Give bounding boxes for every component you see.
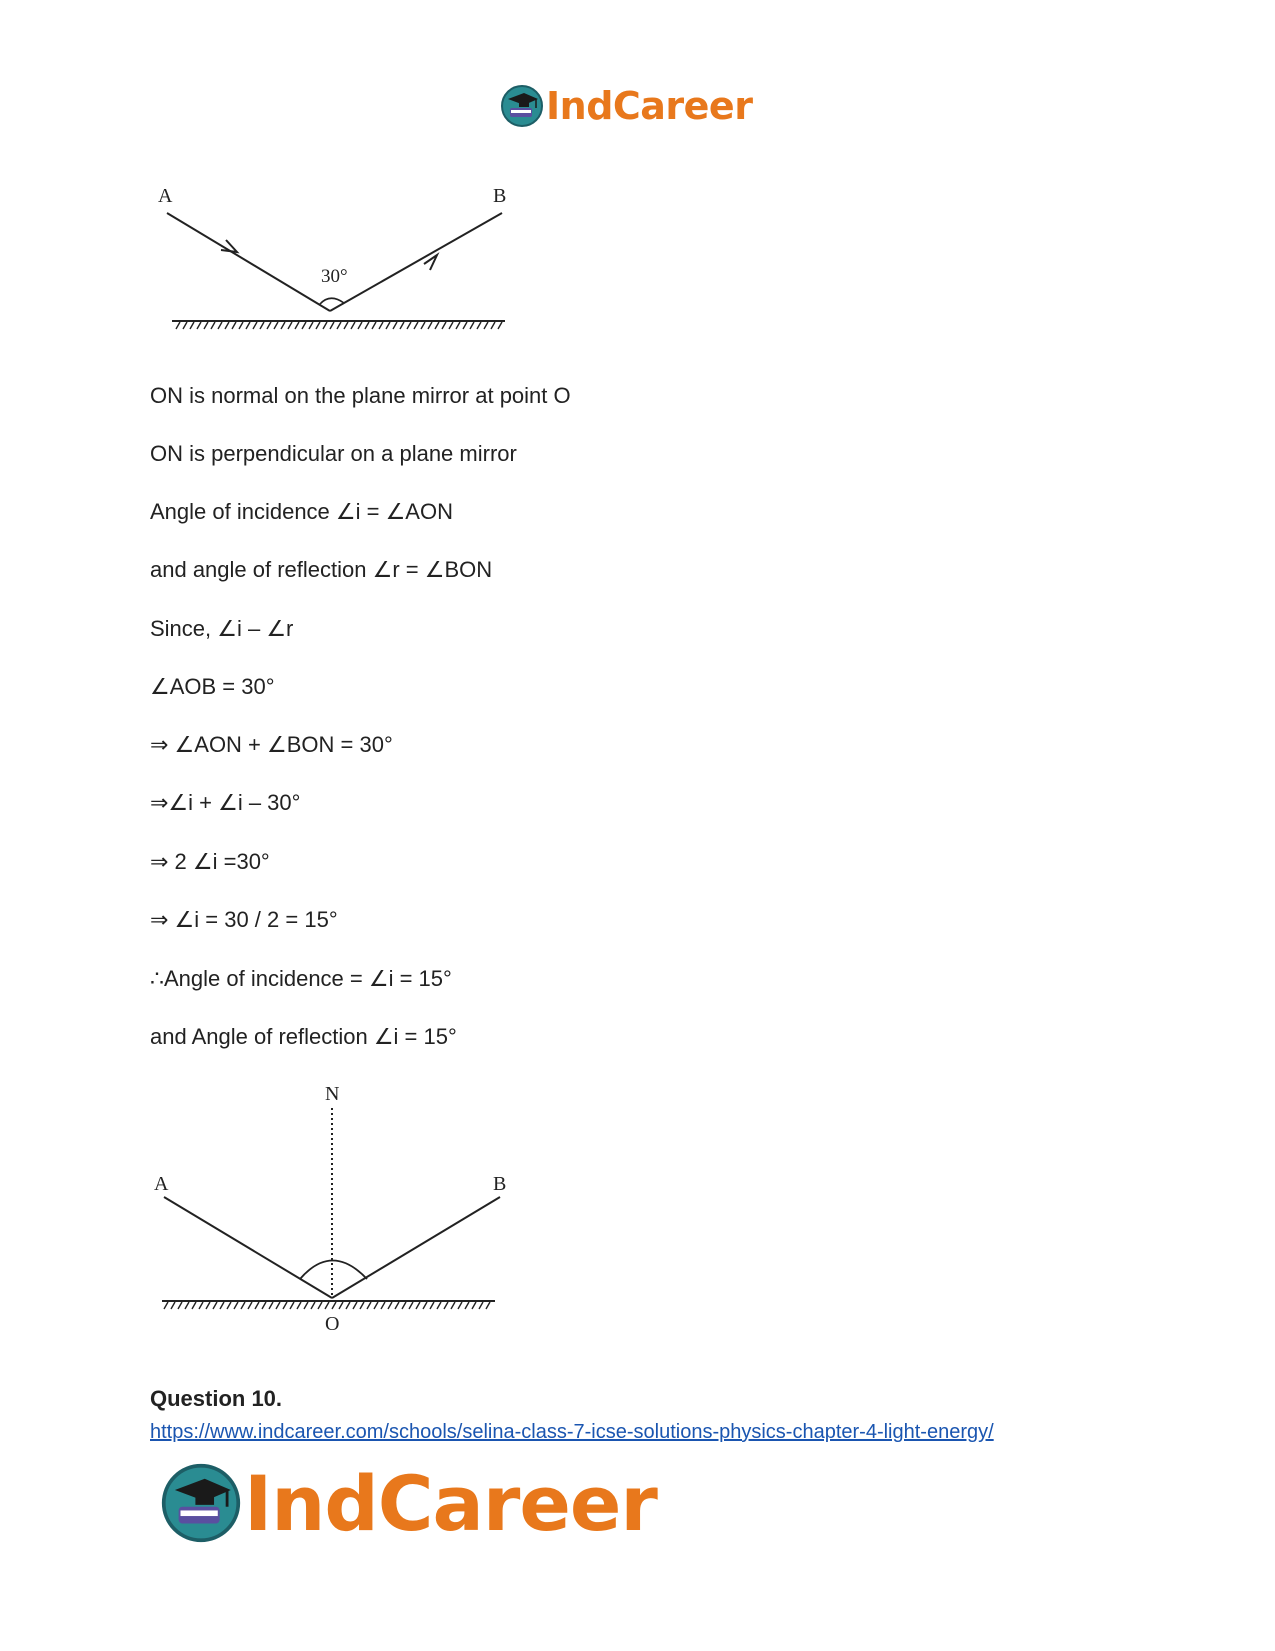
question-title: Question 10. — [150, 1386, 283, 1411]
angle-label: 30° — [321, 266, 348, 287]
solution-line: ⇒ ∠i = 30 / 2 = 15° — [150, 907, 338, 932]
ray-ob — [332, 1197, 500, 1298]
mirror-hatching — [176, 322, 502, 329]
solution-line: ON is perpendicular on a plane mirror — [150, 441, 517, 466]
angle-arc — [320, 298, 344, 304]
graduation-cap-book-icon — [160, 1462, 242, 1544]
solution-line: ON is normal on the plane mirror at point O — [150, 383, 571, 408]
graduation-cap-book-icon — [500, 84, 544, 128]
solution-line: Since, ∠i – ∠r — [150, 616, 294, 641]
label-b: B — [493, 1173, 507, 1195]
mirror-hatching — [164, 1302, 490, 1309]
solution-line: Angle of incidence ∠i = ∠AON — [150, 499, 453, 524]
footer-logo — [160, 1458, 657, 1548]
incident-ray — [167, 213, 330, 311]
solution-line: ⇒∠i + ∠i – 30° — [150, 790, 301, 815]
label-a: A — [154, 1173, 169, 1195]
angle-arc — [300, 1261, 367, 1280]
label-a: A — [158, 185, 173, 207]
solution-line: ∴Angle of incidence = ∠i = 15° — [150, 966, 452, 991]
label-n: N — [325, 1083, 340, 1105]
reflection-diagram-2 — [150, 1080, 540, 1342]
header-logo-text: IndCareer — [546, 84, 753, 128]
solution-line: ⇒ 2 ∠i =30° — [150, 849, 270, 874]
ray-oa — [164, 1197, 332, 1298]
label-o: O — [325, 1313, 340, 1335]
label-b: B — [493, 185, 507, 207]
solution-line: and angle of reflection ∠r = ∠BON — [150, 557, 493, 582]
footer-logo-text: IndCareer — [244, 1458, 657, 1548]
solution-line: ⇒ ∠AON + ∠BON = 30° — [150, 732, 393, 757]
reflected-ray — [330, 213, 502, 311]
reflection-diagram-1 — [150, 180, 530, 340]
solution-line: and Angle of reflection ∠i = 15° — [150, 1024, 457, 1049]
header-logo — [500, 80, 752, 132]
solution-line: ∠AOB = 30° — [150, 674, 275, 699]
footer-url-link[interactable]: https://www.indcareer.com/schools/selina-class-7-icse-solutions-physics-chapter-4-light-energy/ — [150, 1421, 994, 1443]
